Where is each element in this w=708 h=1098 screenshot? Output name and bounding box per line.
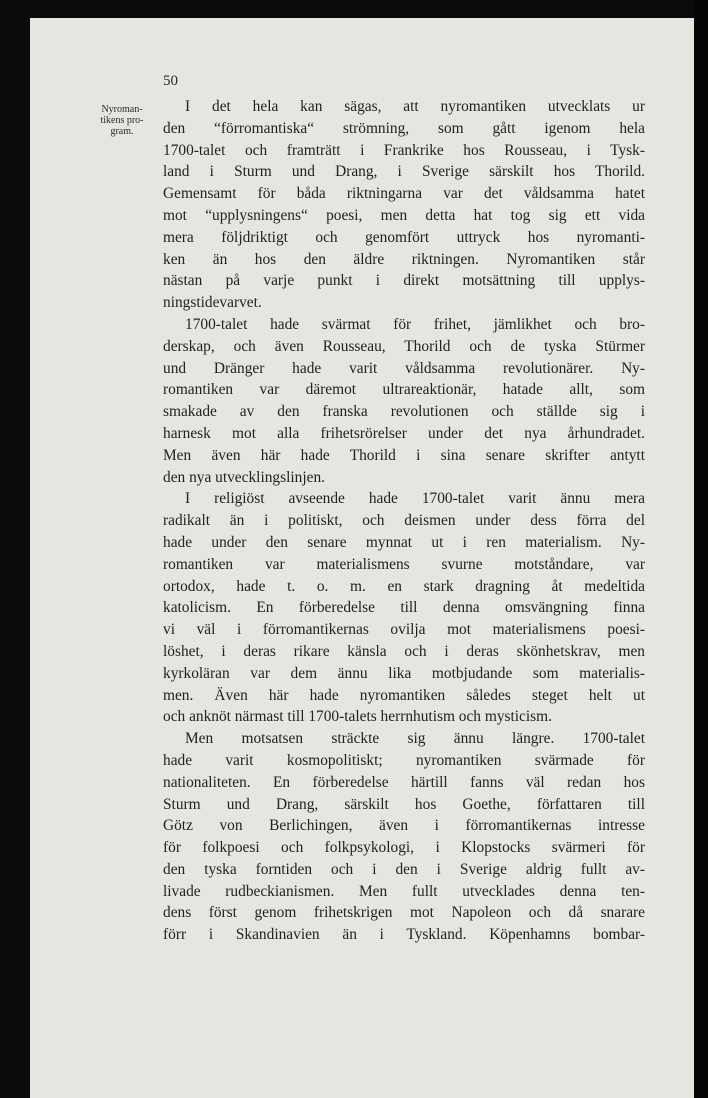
text-line: men. Även här hade nyromantiken således steget helt ut	[163, 686, 645, 704]
text-line: Götz von Berlichingen, även i förromantikernas intresse	[163, 817, 645, 835]
text-line: Men motsatsen sträckte sig ännu längre. 1700-talet	[185, 730, 645, 748]
page-number: 50	[163, 73, 178, 89]
text-line: I religiöst avseende hade 1700-talet varit ännu mera	[185, 490, 645, 508]
text-line: romantiken var däremot ultrareaktionär, hatade allt, som	[163, 381, 645, 399]
text-line: hade varit kosmopolitiskt; nyromantiken svärmade för	[163, 751, 645, 769]
text-line: und Dränger hade varit våldsamma revolutionärer. Ny-	[163, 359, 645, 377]
text-line: dens först genom frihetskrigen mot Napoleon och då snarare	[163, 904, 645, 922]
text-line: 1700-talet hade svärmat för frihet, jämlikhet och bro-	[185, 315, 645, 333]
text-line: mera följdriktigt och genomfört uttryck hos nyromanti-	[163, 228, 645, 246]
text-line: land i Sturm und Drang, i Sverige särskilt hos Thorild.	[163, 163, 645, 181]
text-line: livade rudbeckianismen. Men fullt utvecklades denna ten-	[163, 882, 645, 900]
text-line: den nya utvecklingslinjen.	[163, 468, 325, 486]
text-line: ken än hos den äldre riktningen. Nyromantiken står	[163, 250, 645, 268]
text-line: den tyska forntiden och i den i Sverige aldrig fullt av-	[163, 860, 645, 878]
scan-edge	[694, 0, 708, 1098]
margin-note-line: gram.	[110, 126, 134, 137]
margin-note	[88, 104, 156, 137]
text-line: Sturm und Drang, särskilt hos Goethe, författaren till	[163, 795, 645, 813]
text-line: förr i Skandinavien än i Tyskland. Köpenhamns bombar-	[163, 926, 645, 944]
text-line: för folkpoesi och folkpsykologi, i Klopstocks svärmeri för	[163, 839, 645, 857]
text-line: ortodox, hade t. o. m. en stark dragning åt medeltida	[163, 577, 645, 595]
text-line: hade under den senare mynnat ut i ren materialism. Ny-	[163, 533, 645, 551]
text-line: kyrkoläran var dem ännu lika motbjudande som materialis-	[163, 664, 645, 682]
text-line: 1700-talet och framträtt i Frankrike hos Rousseau, i Tysk-	[163, 141, 645, 159]
text-line: radikalt än i politiskt, och deismen under dess förra del	[163, 512, 645, 530]
text-line: vi väl i förromantikernas ovilja mot materialismens poesi-	[163, 621, 645, 639]
text-line: katolicism. En förberedelse till denna omsvängning finna	[163, 599, 645, 617]
margin-note-line: Nyroman-	[101, 104, 143, 115]
text-line: ningstidevarvet.	[163, 294, 262, 312]
text-line: mot “upplysningens“ poesi, men detta hat tog sig ett vida	[163, 206, 645, 224]
text-line: harnesk mot alla frihetsrörelser under det nya århundradet.	[163, 424, 645, 442]
body-text	[163, 96, 645, 946]
text-line: derskap, och även Rousseau, Thorild och de tyska Stürmer	[163, 337, 645, 355]
text-line: nationaliteten. En förberedelse härtill fanns väl redan hos	[163, 773, 645, 791]
text-line: smakade av den franska revolutionen och ställde sig i	[163, 403, 645, 421]
text-line: löshet, i deras rikare känsla och i deras skönhetskrav, men	[163, 642, 645, 660]
text-line: nästan på varje punkt i direkt motsättning till upplys-	[163, 272, 645, 290]
text-line: och anknöt närmast till 1700-talets herrnhutism och mysticism.	[163, 708, 552, 726]
margin-note-line: tikens pro-	[100, 115, 144, 126]
text-line: romantiken var materialismens svurne motståndare, var	[163, 555, 645, 573]
text-line: Men även här hade Thorild i sina senare skrifter antytt	[163, 446, 645, 464]
text-line: Gemensamt för båda riktningarna var det våldsamma hatet	[163, 185, 645, 203]
text-line: den “förromantiska“ strömning, som gått igenom hela	[163, 119, 645, 137]
text-line: I det hela kan sägas, att nyromantiken utvecklats ur	[185, 98, 645, 115]
